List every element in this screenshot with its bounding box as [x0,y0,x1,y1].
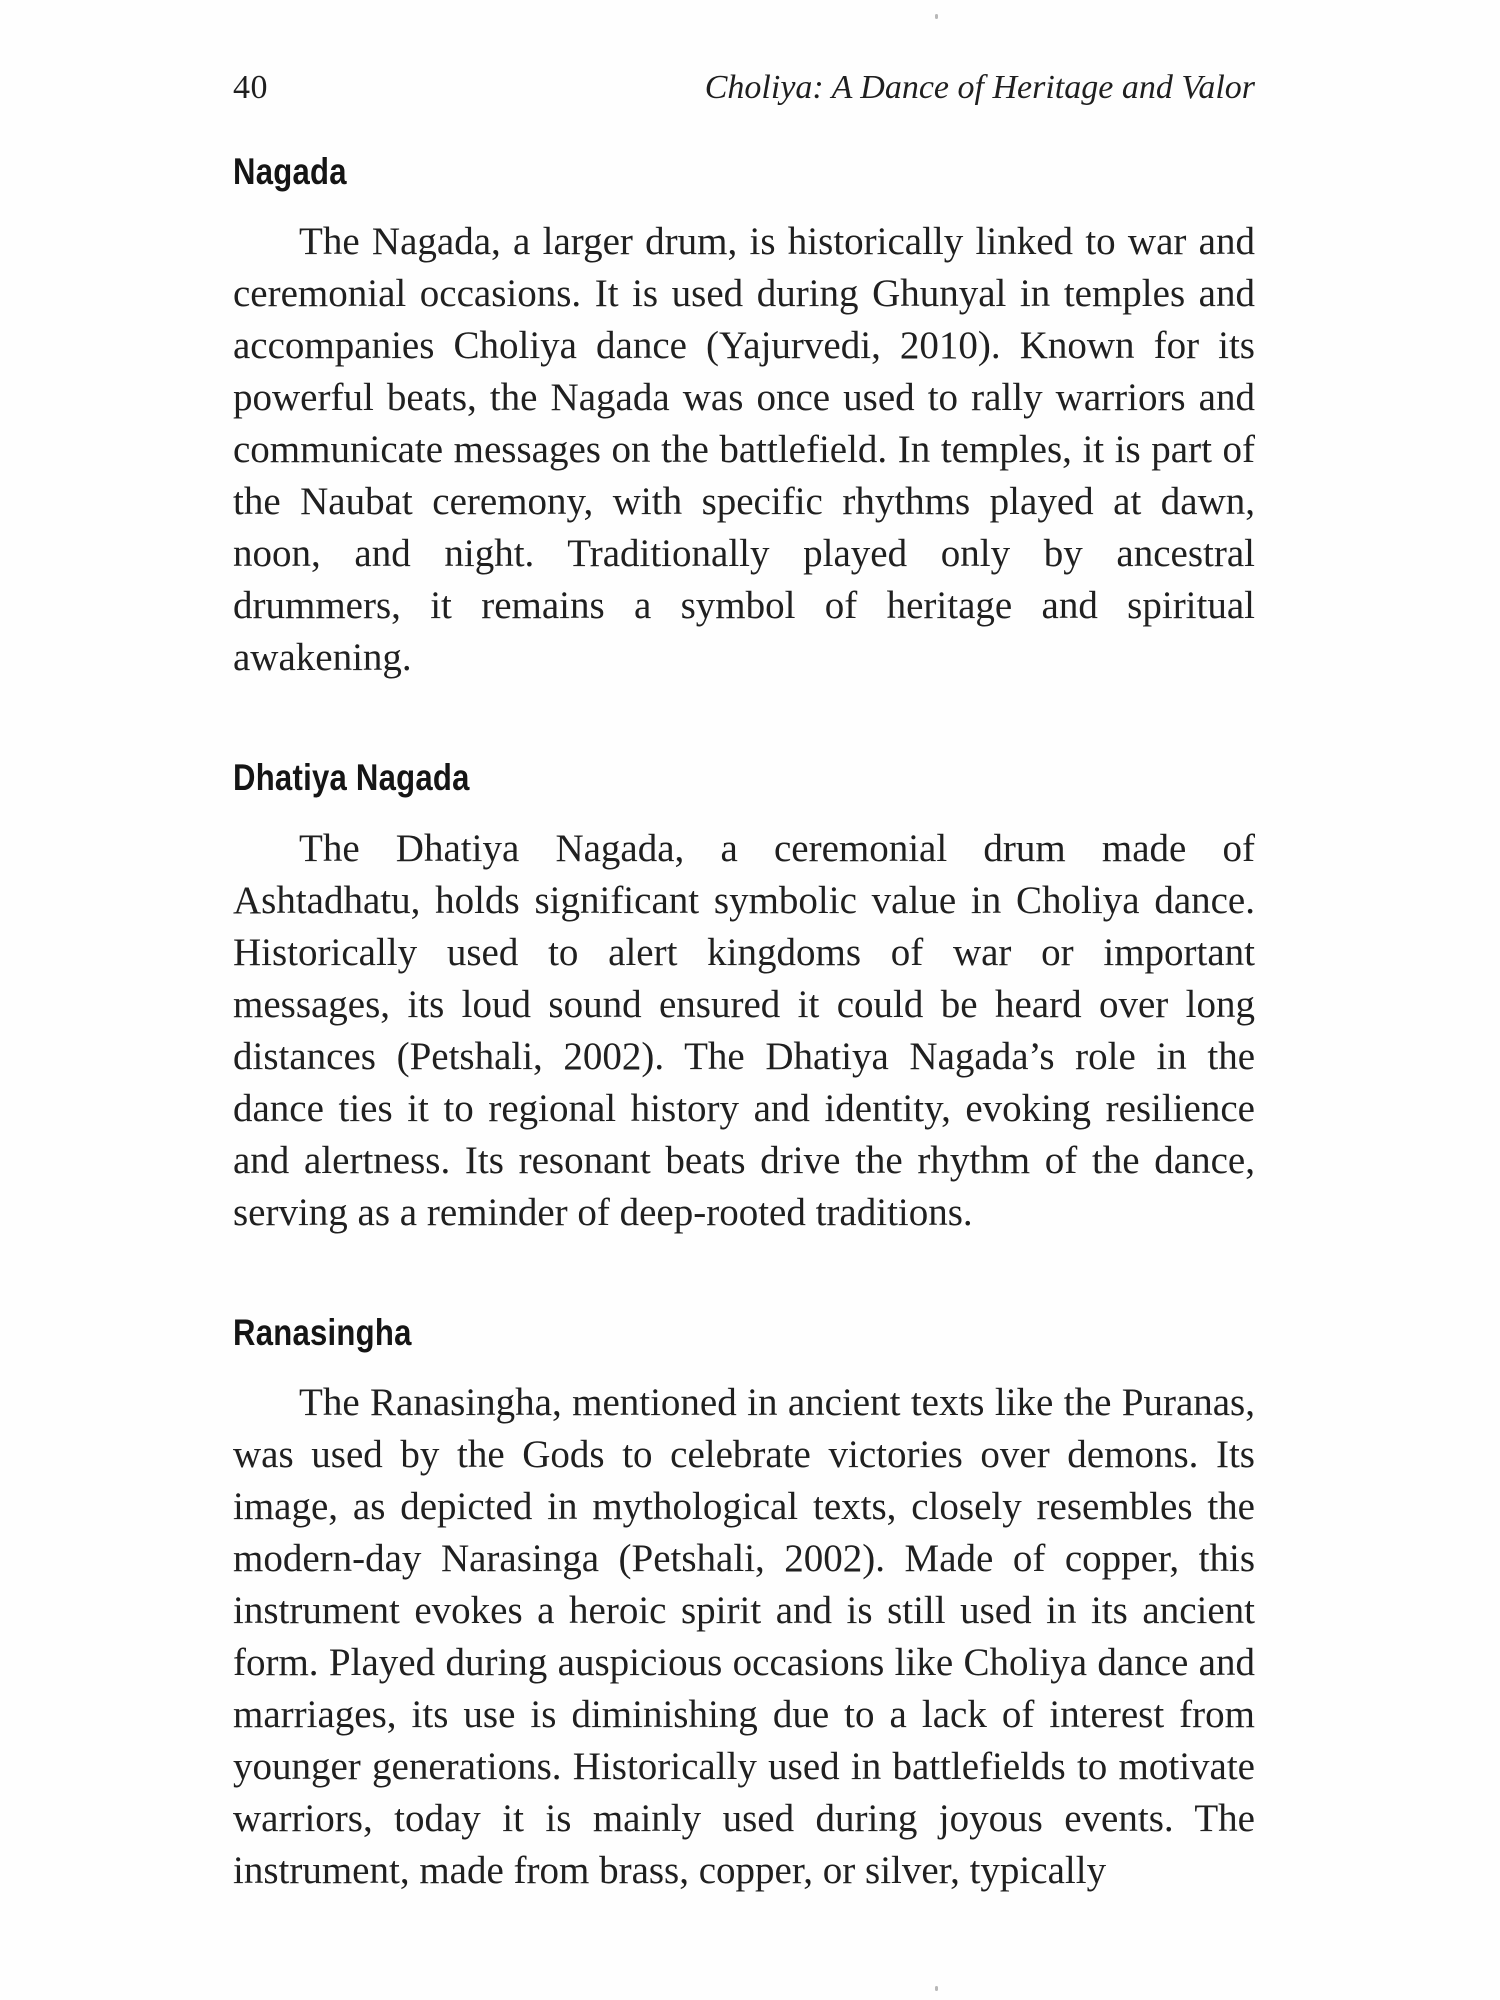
page-number: 40 [233,69,268,106]
running-title: Choliya: A Dance of Heritage and Valor [704,69,1255,106]
section-heading: Ranasingha [233,1311,412,1353]
section-ranasingha [233,1311,1255,1897]
page-header [233,58,1255,118]
section-dhatiya-nagada [233,756,1255,1238]
section-heading: Dhatiya Nagada [233,757,470,799]
section-paragraph: The Dhatiya Nagada, a ceremonial drum made of Ashtadhatu, holds significant symbolic value in Choliya dance. Historically used to alert kingdoms of war or important messages, its loud sound ensured it could be heard over long distances (Petshali, 2002). The Dhatiya Nagada’s role in the dance ties it to regional history and identity, evoking resilience and alertness. Its resonant beats drive the rhythm of the dance, serving as a reminder of deep-rooted traditions. [233,826,1255,1234]
scan-speck [935,14,938,19]
section-paragraph: The Nagada, a larger drum, is historically linked to war and ceremonial occasions. It is used during Ghunyal in temples and accompanies Choliya dance (Yajurvedi, 2010). Known for its powerful beats, the Nagada was once used to rally warriors and communicate messages on the battlefield. In temples, it is part of the Naubat ceremony, with specific rhythms played at dawn, noon, and night. Traditionally played only by ancestral drummers, it remains a symbol of heritage and spiritual awakening. [233,220,1255,680]
page-content [233,150,1255,1897]
section-nagada [233,150,1255,684]
section-heading: Nagada [233,151,347,192]
section-paragraph: The Ranasingha, mentioned in ancient texts like the Puranas, was used by the Gods to celebrate victories over demons. Its image, as depicted in mythological texts, closely resembles the modern-day Narasinga (Petshali, 2002). Made of copper, this instrument evokes a heroic spirit and is still used in its ancient form. Played during auspicious occasions like Choliya dance and marriages, its use is diminishing due to a lack of interest from younger generations. Historically used in battlefields to motivate warriors, today it is mainly used during joyous events. The instrument, made from brass, copper, or silver, typically [233,1381,1255,1893]
scan-speck [935,1986,938,1991]
